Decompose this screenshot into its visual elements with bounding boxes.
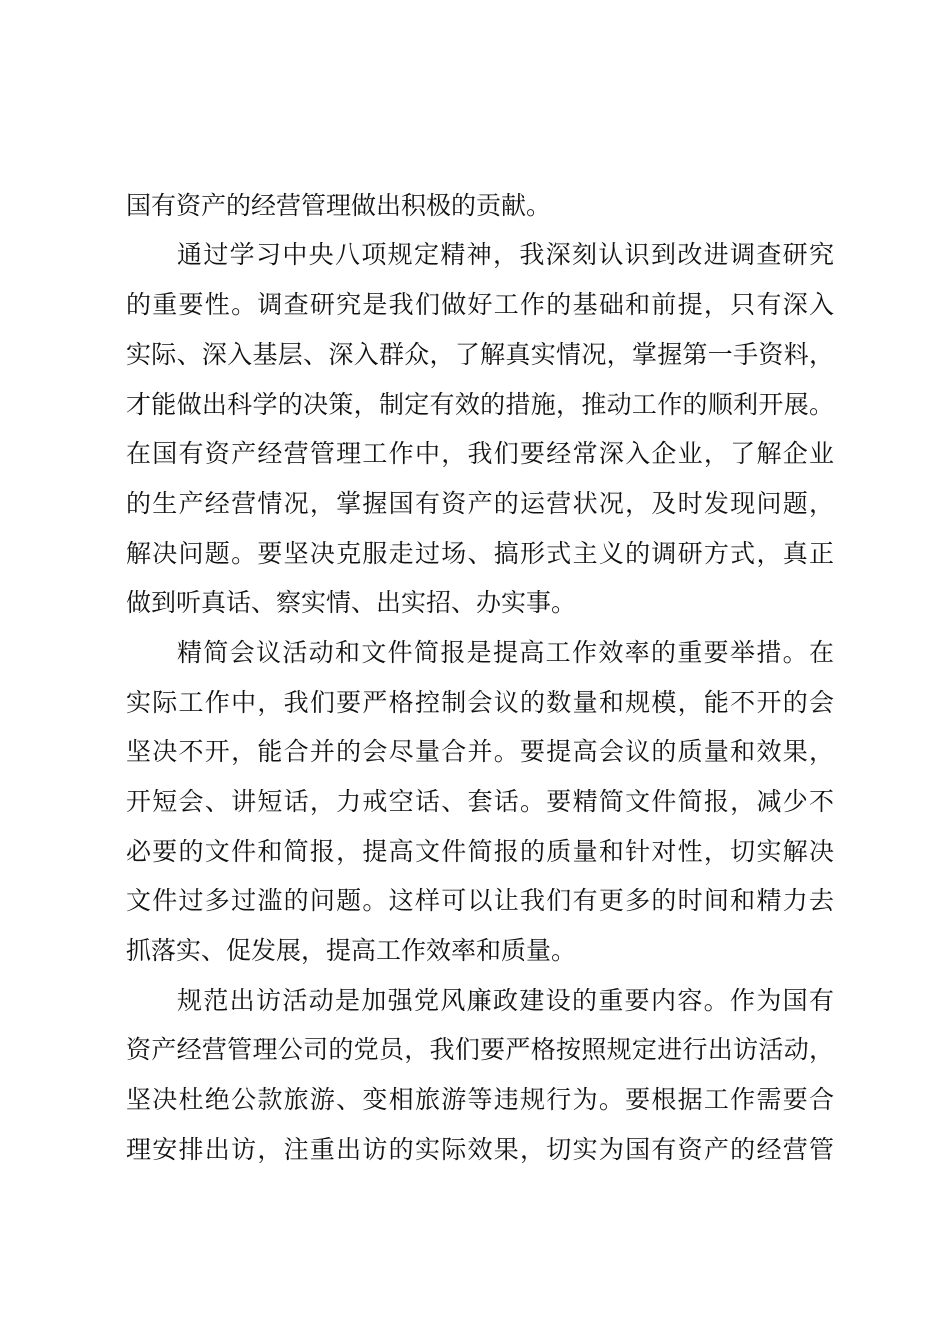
- text-line: 实际、深入基层、深入群众，了解真实情况，掌握第一手资料，: [126, 340, 834, 369]
- text-line: 做到听真话、察实情、出实招、办实事。: [126, 588, 577, 617]
- text-line: 资产经营管理公司的党员，我们要严格按照规定进行出访活动，: [126, 1035, 834, 1064]
- text-line: 国有资产的经营管理做出积极的贡献。: [126, 191, 552, 220]
- text-line: 必要的文件和简报，提高文件简报的质量和针对性，切实解决: [126, 837, 834, 866]
- text-line: 坚决杜绝公款旅游、变相旅游等违规行为。要根据工作需要合: [126, 1085, 834, 1114]
- paragraph-first-line: 规范出访活动是加强党风廉政建设的重要内容。作为国有: [177, 986, 834, 1015]
- paragraph-first-line: 精简会议活动和文件简报是提高工作效率的重要举措。在: [177, 638, 834, 667]
- text-line: 抓落实、促发展，提高工作效率和质量。: [126, 936, 577, 965]
- text-line: 文件过多过滥的问题。这样可以让我们有更多的时间和精力去: [126, 886, 834, 915]
- text-line: 开短会、讲短话，力戒空话、套话。要精简文件简报，减少不: [126, 787, 834, 816]
- text-line: 的重要性。调查研究是我们做好工作的基础和前提，只有深入: [126, 290, 834, 319]
- paragraph-first-line: 通过学习中央八项规定精神，我深刻认识到改进调查研究: [177, 240, 834, 269]
- text-line: 在国有资产经营管理工作中，我们要经常深入企业，了解企业: [126, 439, 834, 468]
- text-line: 实际工作中，我们要严格控制会议的数量和规模，能不开的会: [126, 688, 834, 717]
- text-line: 坚决不开，能合并的会尽量合并。要提高会议的质量和效果，: [126, 737, 834, 766]
- text-line: 理安排出访，注重出访的实际效果，切实为国有资产的经营管: [126, 1135, 834, 1164]
- text-line: 才能做出科学的决策，制定有效的措施，推动工作的顺利开展。: [126, 390, 834, 419]
- text-line: 解决问题。要坚决克服走过场、搞形式主义的调研方式，真正: [126, 539, 834, 568]
- text-line: 的生产经营情况，掌握国有资产的运营状况，及时发现问题，: [126, 489, 834, 518]
